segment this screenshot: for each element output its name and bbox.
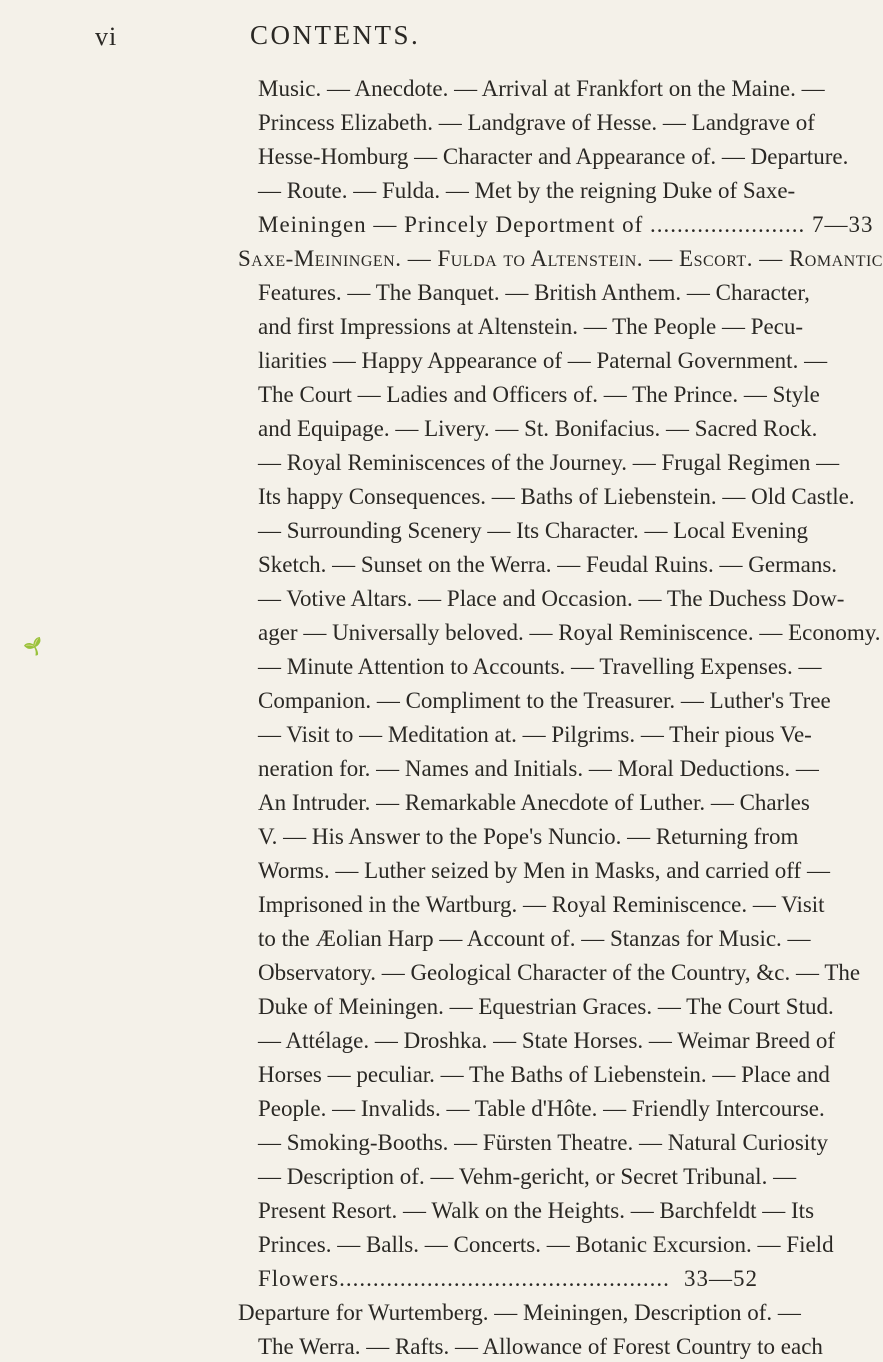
contents-line: People. — Invalids. — Table d'Hôte. — Friendly Intercourse. — [258, 1096, 825, 1121]
contents-line: Present Resort. — Walk on the Heights. — Barchfeldt — Its — [258, 1198, 815, 1223]
contents-line: and first Impressions at Altenstein. — The People — Pecu- — [258, 314, 804, 339]
contents-line: — Votive Altars. — Place and Occasion. — The Duchess Dow- — [258, 586, 845, 611]
section-heading: Saxe-Meiningen. — Fulda to Altenstein. — Escort. — Romantic — [238, 246, 883, 271]
contents-line: neration for. — Names and Initials. — Moral Deductions. — — [258, 756, 819, 781]
margin-mark-icon: 🌱 — [22, 637, 46, 660]
page-header — [0, 10, 800, 70]
contents-line: — Minute Attention to Accounts. — Travelling Expenses. — — [258, 654, 822, 679]
contents-line: Imprisoned in the Wartburg. — Royal Reminiscence. — Visit — [258, 892, 825, 917]
contents-line: liarities — Happy Appearance of — Paternal Government. — — [258, 348, 828, 373]
contents-line: — Description of. — Vehm-gericht, or Secret Tribunal. — — [258, 1164, 797, 1189]
contents-line: — Route. — Fulda. — Met by the reigning Duke of Saxe- — [258, 178, 796, 203]
running-title: CONTENTS. — [250, 20, 421, 50]
contents-line: Meiningen — Princely Deportment of ....................... 7—33 — [258, 212, 874, 237]
page-number: vi — [95, 22, 118, 51]
contents-line: Features. — The Banquet. — British Anthem. — Character, — [258, 280, 810, 305]
contents-line: — Surrounding Scenery — Its Character. — Local Evening — [258, 518, 808, 543]
section-heading: Departure for Wurtemberg. — Meiningen, Description of. — — [238, 1300, 801, 1325]
contents-line: — Visit to — Meditation at. — Pilgrims. — Their pious Ve- — [258, 722, 812, 747]
contents-line: V. — His Answer to the Pope's Nuncio. — Returning from — [258, 824, 799, 849]
contents-line: — Royal Reminiscences of the Journey. — Frugal Regimen — — [258, 450, 840, 475]
contents-line: Sketch. — Sunset on the Werra. — Feudal Ruins. — Germans. — [258, 552, 838, 577]
contents-line: to the Æolian Harp — Account of. — Stanzas for Music. — — [258, 926, 811, 951]
contents-line: Observatory. — Geological Character of the Country, &c. — The — [258, 960, 861, 985]
contents-line: and Equipage. — Livery. — St. Bonifacius. — Sacred Rock. — [258, 416, 818, 441]
contents-line: — Smoking-Booths. — Fürsten Theatre. — Natural Curiosity — [258, 1130, 829, 1155]
contents-line: — Attélage. — Droshka. — State Horses. — Weimar Breed of — [258, 1028, 836, 1053]
contents-line: Princess Elizabeth. — Landgrave of Hesse. — Landgrave of — [258, 110, 815, 135]
contents-line: Its happy Consequences. — Baths of Liebenstein. — Old Castle. — [258, 484, 855, 509]
contents-line: Music. — Anecdote. — Arrival at Frankfort on the Maine. — — [258, 76, 825, 101]
contents-line: Hesse-Homburg — Character and Appearance of. — Departure. — [258, 144, 849, 169]
contents-line: Princes. — Balls. — Concerts. — Botanic Excursion. — Field — [258, 1232, 834, 1257]
contents-line: Horses — peculiar. — The Baths of Liebenstein. — Place and — [258, 1062, 830, 1087]
contents-line: The Court — Ladies and Officers of. — The Prince. — Style — [258, 382, 820, 407]
contents-line: Worms. — Luther seized by Men in Masks, and carried off — — [258, 858, 830, 883]
contents-line: The Werra. — Rafts. — Allowance of Forest Country to each — [258, 1334, 823, 1359]
contents-line: Companion. — Compliment to the Treasurer. — Luther's Tree — [258, 688, 831, 713]
contents-line: ager — Universally beloved. — Royal Reminiscence. — Economy. — [258, 620, 881, 645]
contents-line: Flowers................................................. 33—52 — [258, 1266, 758, 1291]
contents-line: An Intruder. — Remarkable Anecdote of Luther. — Charles — [258, 790, 810, 815]
contents-line: Duke of Meiningen. — Equestrian Graces. — The Court Stud. — [258, 994, 834, 1019]
